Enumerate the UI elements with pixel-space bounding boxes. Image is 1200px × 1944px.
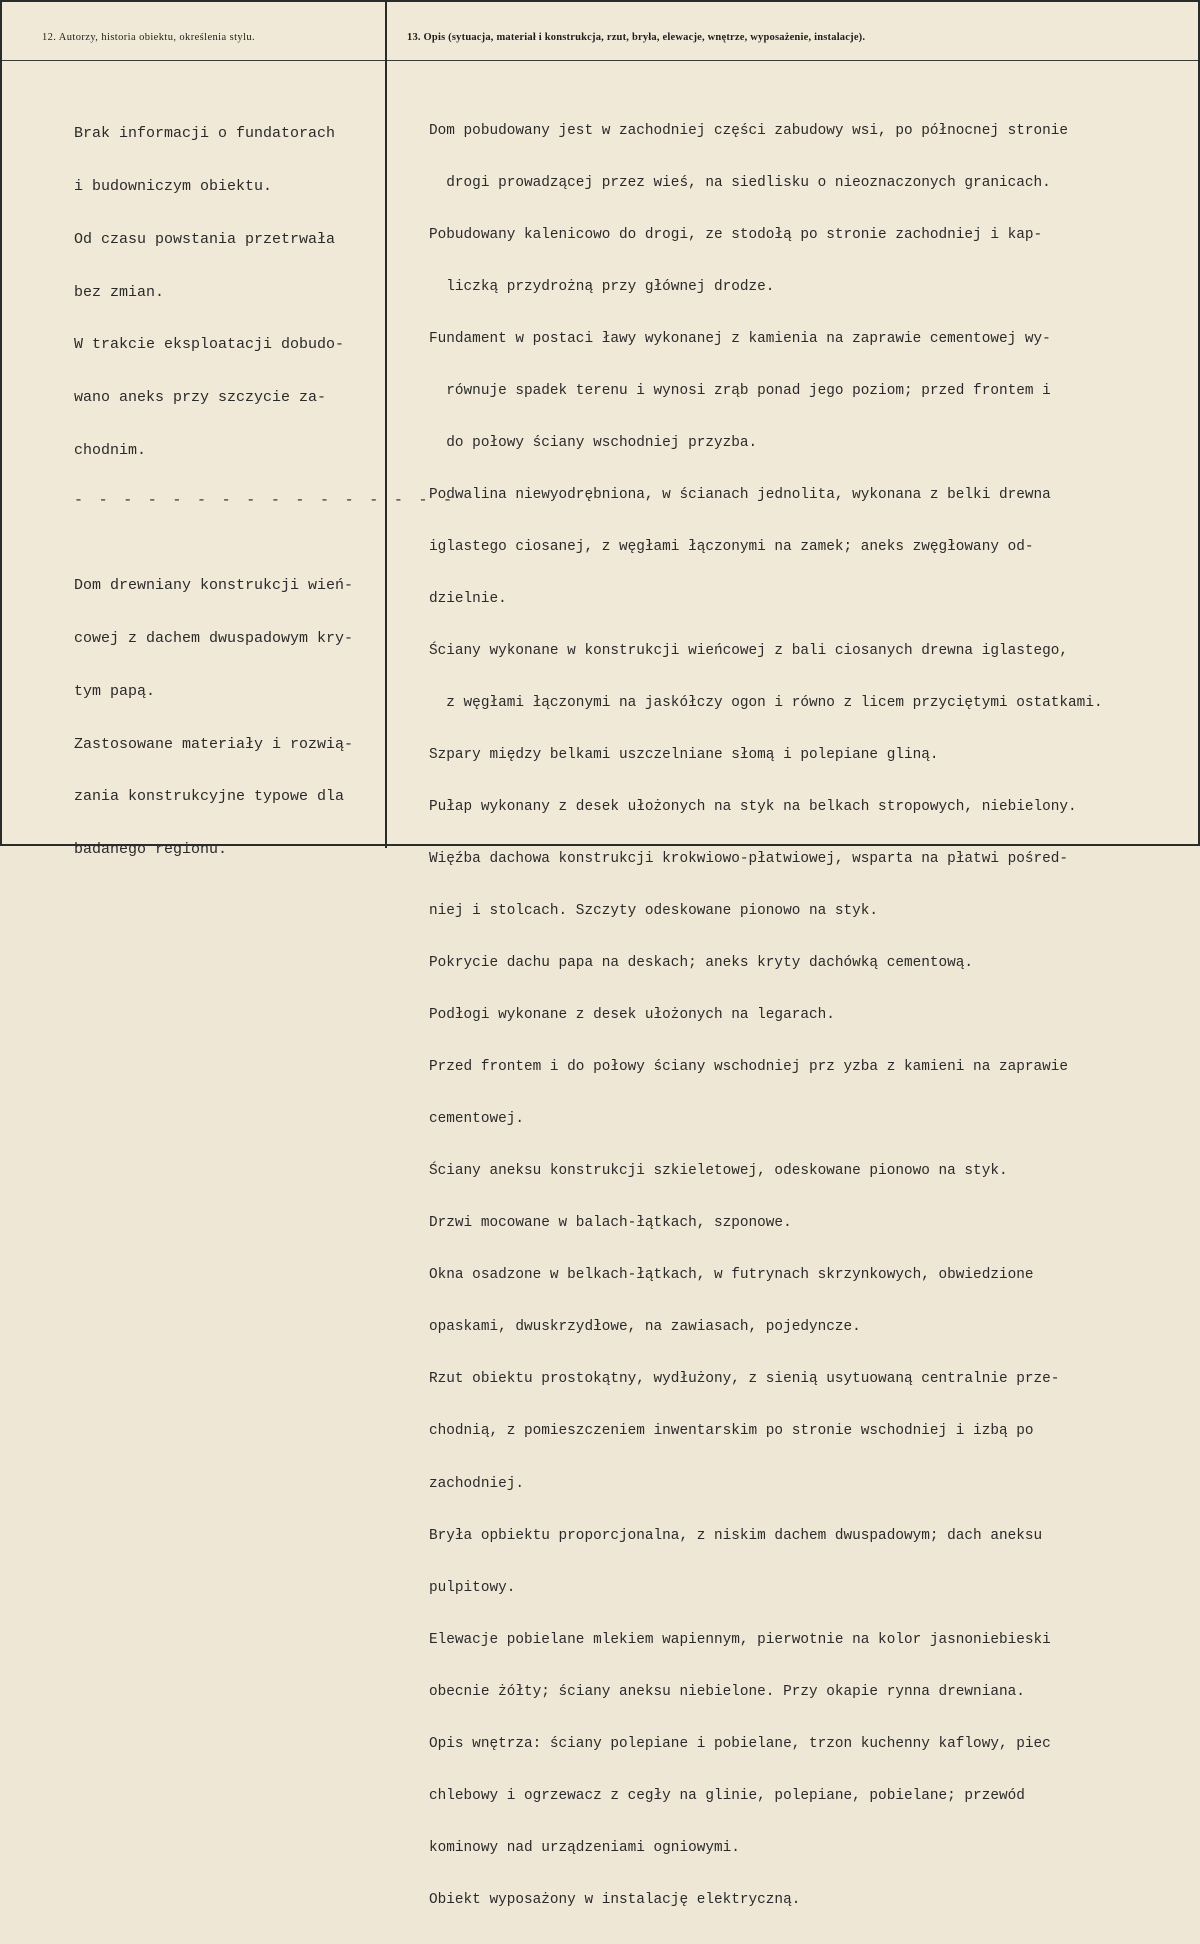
description-line: kominowy nad urządzeniami ogniowymi. xyxy=(429,1839,740,1856)
description-line: opaskami, dwuskrzydłowe, na zawiasach, pojedyncze. xyxy=(429,1319,861,1336)
description-line: chlebowy i ogrzewacz z cegły na glinie, polepiane, pobielane; przewód xyxy=(429,1787,1025,1804)
history-line: wano aneks przy szczycie za- xyxy=(74,389,327,407)
description-line: drogi prowadzącej przez wieś, na siedlisku o nieoznaczonych granicach. xyxy=(429,174,1051,191)
history-line: W trakcie eksploatacji dobudo- xyxy=(74,336,345,354)
history-line: chodnim. xyxy=(74,441,147,459)
history-line: Od czasu powstania przetrwała xyxy=(74,230,336,248)
left-column-heading: 12. Autorzy, historia obiektu, określenia stylu. xyxy=(42,32,256,43)
description-line: równuje spadek terenu i wynosi zrąb ponad jego poziom; przed frontem i xyxy=(429,382,1051,399)
description-line: z węgłami łączonymi na jaskółczy ogon i równo z licem przyciętymi ostatkami. xyxy=(429,695,1103,712)
description-line: Dom pobudowany jest w zachodniej części zabudowy wsi, po północnej stronie xyxy=(429,122,1069,139)
description-line: obecnie żółty; ściany aneksu niebielone. Przy okapie rynna drewniana. xyxy=(429,1683,1025,1700)
description-line: Bryła opbiektu proporcjonalna, z niskim dachem dwuspadowym; dach aneksu xyxy=(429,1527,1043,1544)
description-line: Szpary między belkami uszczelniane słomą i polepiane gliną. xyxy=(429,747,939,764)
description-line: chodnią, z pomieszczeniem inwentarskim po stronie wschodniej i izbą po xyxy=(429,1423,1034,1440)
description-line: Pokrycie dachu papa na deskach; aneks kryty dachówką cementową. xyxy=(429,955,974,972)
style-line: Zastosowane materiały i rozwią- xyxy=(74,735,354,753)
history-line: i budowniczym obiektu. xyxy=(74,177,273,195)
description-line: dzielnie. xyxy=(429,590,507,607)
style-line: badanego regionu. xyxy=(74,841,228,859)
style-line: cowej z dachem dwuspadowym kry- xyxy=(74,629,354,647)
dashed-separator: - - - - - - - - - - - - - - - - xyxy=(74,492,456,509)
description-text xyxy=(429,88,1103,1944)
style-line: tym papą. xyxy=(74,682,156,700)
description-line: Podwalina niewyodrębniona, w ścianach jednolita, wykonana z belki drewna xyxy=(429,486,1051,503)
style-line: Dom drewniany konstrukcji wień- xyxy=(74,577,354,595)
description-line: Podłogi wykonane z desek ułożonych na legarach. xyxy=(429,1007,835,1024)
description-line: Ściany wykonane w konstrukcji wieńcowej z bali ciosanych drewna iglastego, xyxy=(429,643,1069,659)
history-text xyxy=(74,90,344,495)
description-line: Fundament w postaci ławy wykonanej z kamienia na zaprawie cementowej wy- xyxy=(429,330,1051,347)
description-line: Pobudowany kalenicowo do drogi, ze stodołą po stronie zachodniej i kap- xyxy=(429,226,1043,243)
description-line: niej i stolcach. Szczyty odeskowane pionowo na styk. xyxy=(429,903,879,920)
right-column-heading: 13. Opis (sytuacja, materiał i konstrukcja, rzut, bryła, elewacje, wnętrze, wyposażenie, instalacje). xyxy=(407,32,866,43)
style-line: zania konstrukcyjne typowe dla xyxy=(74,788,345,806)
description-line: Obiekt wyposażony w instalację elektryczną. xyxy=(429,1891,801,1908)
history-line: Brak informacji o fundatorach xyxy=(74,125,336,143)
style-text xyxy=(74,542,353,894)
description-line: Elewacje pobielane mlekiem wapiennym, pierwotnie na kolor jasnoniebieski xyxy=(429,1631,1051,1648)
description-line: Okna osadzone w belkach-łątkach, w futrynach skrzynkowych, obwiedzione xyxy=(429,1267,1034,1284)
description-line: Drzwi mocowane w balach-łątkach, szponowe. xyxy=(429,1215,792,1232)
description-line: Rzut obiektu prostokątny, wydłużony, z sienią usytuowaną centralnie prze- xyxy=(429,1371,1060,1388)
description-line: iglastego ciosanej, z węgłami łączonymi na zamek; aneks zwęgłowany od- xyxy=(429,538,1034,555)
description-line: do połowy ściany wschodniej przyzba. xyxy=(429,434,758,451)
description-line: Więźba dachowa konstrukcji krokwiowo-płatwiowej, wsparta na płatwi pośred- xyxy=(429,851,1069,868)
description-line: liczką przydrożną przy głównej drodze. xyxy=(429,278,775,295)
description-line: Ściany aneksu konstrukcji szkieletowej, odeskowane pionowo na styk. xyxy=(429,1163,1008,1180)
description-line: Przed frontem i do połowy ściany wschodniej prz yzba z kamieni na zaprawie xyxy=(429,1059,1069,1076)
description-line: pulpitowy. xyxy=(429,1579,516,1596)
history-line: bez zmian. xyxy=(74,283,165,301)
description-line: zachodniej. xyxy=(429,1475,524,1492)
description-line: Pułap wykonany z desek ułożonych na styk na belkach stropowych, niebielony. xyxy=(429,799,1077,816)
description-line: Opis wnętrza: ściany polepiane i pobielane, trzon kuchenny kaflowy, piec xyxy=(429,1735,1051,1752)
header-rule xyxy=(2,60,1198,61)
description-line: cementowej. xyxy=(429,1111,524,1128)
column-divider xyxy=(385,2,387,848)
